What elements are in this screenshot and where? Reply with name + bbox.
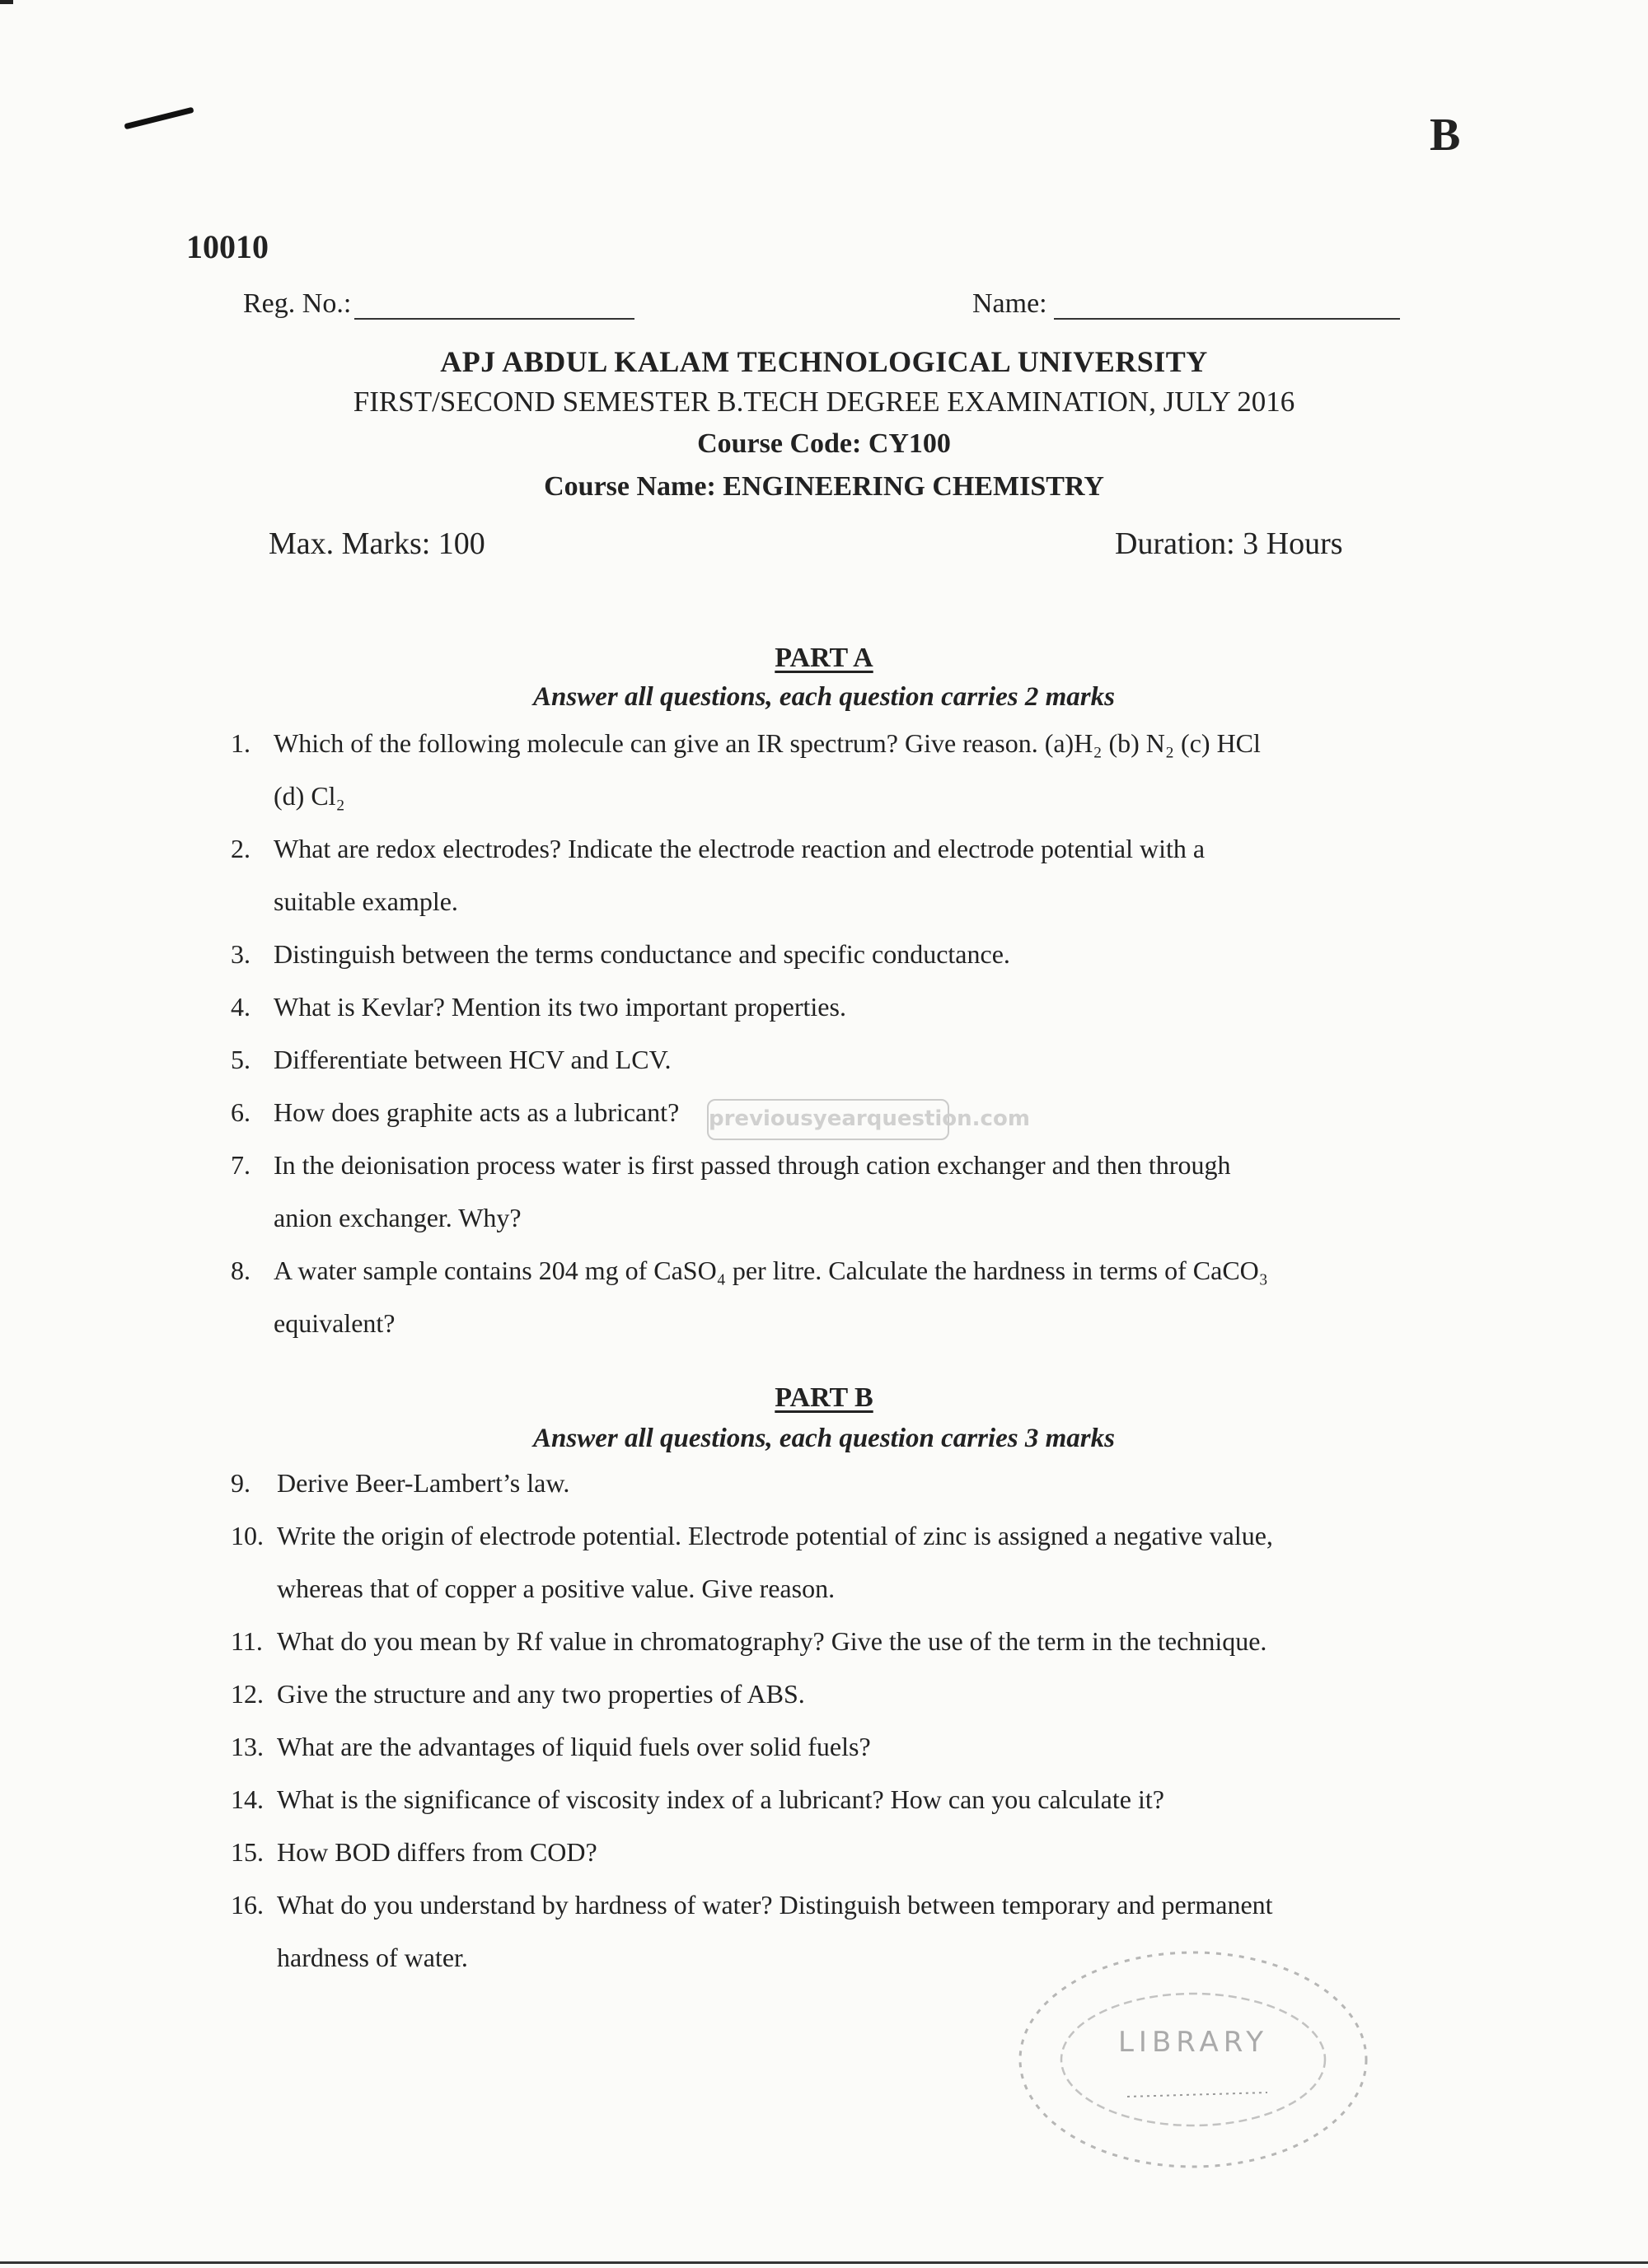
question-number: 11. <box>231 1626 263 1656</box>
question-item <box>231 1615 1467 1667</box>
library-stamp <box>1004 1928 1383 2191</box>
question-continuation: hardness of water. <box>277 1943 468 1972</box>
part-a-title: PART A <box>775 643 873 673</box>
question-item <box>231 1509 1467 1562</box>
question-text: What are the advantages of liquid fuels over solid fuels? <box>277 1732 871 1761</box>
question-continuation: anion exchanger. Why? <box>274 1203 522 1232</box>
question-item <box>231 822 1467 875</box>
question-number: 5. <box>231 1045 250 1074</box>
name-field <box>972 288 1400 320</box>
question-item <box>231 1033 1467 1086</box>
university-title: APJ ABDUL KALAM TECHNOLOGICAL UNIVERSITY <box>440 345 1208 378</box>
part-b-title: PART B <box>775 1382 873 1413</box>
question-item <box>231 1878 1467 1931</box>
question-item <box>231 928 1467 980</box>
question-item <box>231 1720 1467 1773</box>
question-number: 3. <box>231 939 250 969</box>
pen-mark <box>124 107 194 130</box>
stamp-text: LIBRARY <box>1117 2026 1269 2059</box>
question-series: B <box>1430 110 1461 161</box>
question-text: Differentiate between HCV and LCV. <box>274 1045 672 1074</box>
question-number: 14. <box>231 1784 264 1814</box>
question-text: Distinguish between the terms conductance and specific conductance. <box>274 939 1010 969</box>
question-number: 6. <box>231 1097 250 1127</box>
part-b-questions <box>231 1457 1467 1984</box>
question-continuation: suitable example. <box>274 886 458 916</box>
question-continuation: equivalent? <box>274 1308 396 1338</box>
question-item <box>231 1139 1467 1191</box>
question-text: How BOD differs from COD? <box>277 1837 597 1867</box>
bottom-border <box>0 2261 1648 2264</box>
reg-no-field <box>243 288 634 320</box>
question-text: Write the origin of electrode potential. Electrode potential of zinc is assigned a negative value, <box>277 1521 1273 1550</box>
question-text: Which of the following molecule can give an IR spectrum? Give reason. (a)H₂ (b) N₂ (c) HCl <box>274 728 1261 758</box>
question-text: Derive Beer-Lambert’s law. <box>277 1468 570 1498</box>
question-item <box>231 717 1467 769</box>
question-number: 1. <box>231 728 250 758</box>
question-number: 7. <box>231 1150 250 1180</box>
question-text: What do you understand by hardness of water? Distinguish between temporary and permanent <box>277 1890 1273 1920</box>
question-item <box>231 1244 1467 1297</box>
question-number: 9. <box>231 1468 250 1498</box>
question-text: What is Kevlar? Mention its two important properties. <box>274 992 846 1022</box>
question-item <box>231 1667 1467 1720</box>
question-continuation: (d) Cl₂ <box>274 781 345 811</box>
part-b-instruction: Answer all questions, each question carries 3 marks <box>533 1424 1115 1453</box>
exam-title: FIRST/SECOND SEMESTER B.TECH DEGREE EXAMINATION, JULY 2016 <box>353 386 1295 418</box>
scan-edge-mark <box>0 0 13 4</box>
part-a-instruction: Answer all questions, each question carries 2 marks <box>533 682 1115 712</box>
question-text: In the deionisation process water is first passed through cation exchanger and then through <box>274 1150 1231 1180</box>
question-item <box>231 1826 1467 1878</box>
reg-no-blank <box>354 293 634 320</box>
reg-no-label: Reg. No.: <box>243 288 352 319</box>
question-item <box>231 1773 1467 1826</box>
paper-code: 10010 <box>186 228 269 265</box>
question-number: 13. <box>231 1732 264 1761</box>
question-continuation: whereas that of copper a positive value. Give reason. <box>277 1574 836 1603</box>
course-name: Course Name: ENGINEERING CHEMISTRY <box>544 471 1104 502</box>
question-item <box>231 1457 1467 1509</box>
question-text: A water sample contains 204 mg of CaSO₄ per litre. Calculate the hardness in terms of CaCO₃ <box>274 1256 1268 1285</box>
name-blank <box>1054 293 1400 320</box>
question-item <box>231 980 1467 1033</box>
duration: Duration: 3 Hours <box>1115 526 1343 561</box>
question-text: What is the significance of viscosity index of a lubricant? How can you calculate it? <box>277 1784 1164 1814</box>
question-number: 4. <box>231 992 250 1022</box>
question-number: 15. <box>231 1837 264 1867</box>
course-code: Course Code: CY100 <box>697 428 951 459</box>
question-number: 16. <box>231 1890 264 1920</box>
name-label: Name: <box>972 288 1047 319</box>
question-text: Give the structure and any two properties of ABS. <box>277 1679 805 1709</box>
max-marks: Max. Marks: 100 <box>269 526 485 561</box>
question-number: 2. <box>231 834 250 863</box>
question-text: What are redox electrodes? Indicate the electrode reaction and electrode potential with a <box>274 834 1206 863</box>
watermark: previousyearquestion.com <box>707 1099 949 1140</box>
part-a-questions <box>231 717 1467 1349</box>
question-text: What do you mean by Rf value in chromatography? Give the use of the term in the technique. <box>277 1626 1267 1656</box>
question-text: How does graphite acts as a lubricant? <box>274 1097 680 1127</box>
question-number: 12. <box>231 1679 264 1709</box>
question-number: 8. <box>231 1256 250 1285</box>
question-number: 10. <box>231 1521 264 1550</box>
